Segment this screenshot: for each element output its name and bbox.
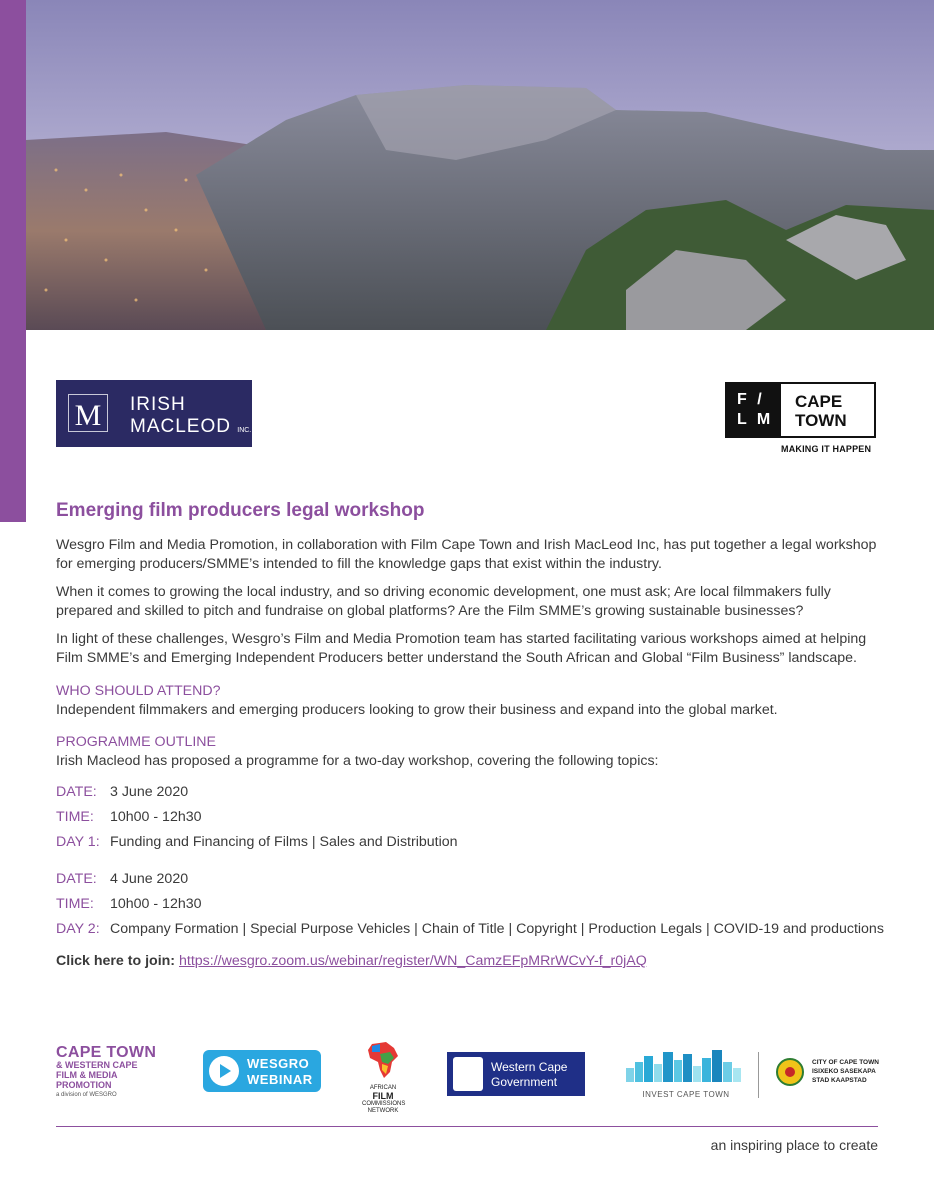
body-content (56, 536, 886, 971)
join-line (56, 952, 886, 971)
african-film-commissions-network-logo: AFRICAN FILM COMMISSIONS NETWORK (362, 1040, 404, 1115)
irish-macleod-monogram: M (68, 394, 108, 432)
side-accent-bar (0, 0, 26, 522)
join-link[interactable]: https://wesgro.zoom.us/webinar/register/WN_CamzEFpMRrWCvY-f_r0jAQ (179, 953, 647, 969)
cape-town-letters: CAPE TOWN (795, 392, 847, 430)
who-heading: WHO SHOULD ATTEND? (56, 683, 221, 699)
page-title: Emerging film producers legal workshop (56, 500, 425, 521)
irish-macleod-line2: MACLEOD INC. (130, 416, 252, 437)
hero-photo-table-mountain (26, 0, 934, 330)
programme-text: Irish Macleod has proposed a programme for a two-day workshop, covering the following topics: (56, 753, 659, 769)
city-seal-icon (776, 1058, 804, 1086)
who-text: Independent filmmakers and emerging producers looking to grow their business and expand into the global market. (56, 702, 778, 718)
intro-paragraph: Wesgro Film and Media Promotion, in collaboration with Film Cape Town and Irish MacLeod Inc, has put together a legal workshop for emerging producers/SMME’s intended to fill the knowledge gaps that exist within the industry. (56, 537, 877, 572)
day1-topics-row: DAY 1: Funding and Financing of Films | Sales and Distribution (56, 834, 458, 850)
partner-divider (758, 1052, 759, 1098)
africa-map-icon (366, 1040, 400, 1080)
day2-topics-row: DAY 2: Company Formation | Special Purpose Vehicles | Chain of Title | Copyright | Production Legals | COVID-19 and productions (56, 921, 884, 937)
footer-slogan: an inspiring place to create (710, 1137, 878, 1153)
crest-icon (453, 1057, 483, 1091)
footer-divider (56, 1126, 878, 1127)
day2-time-row: TIME: 10h00 - 12h30 (56, 896, 202, 912)
programme-heading: PROGRAMME OUTLINE (56, 734, 217, 750)
play-icon (209, 1056, 239, 1086)
question-paragraph: When it comes to growing the local industry, and so driving economic development, one must ask; Are local filmmakers fully prepared and skilled to pitch and fundraise on global platforms? Are the Film SMME’s growing sustainable businesses? (56, 584, 831, 619)
film-letters: F / L M (727, 384, 781, 436)
irish-macleod-logo (56, 380, 252, 447)
skyline-icon (626, 1050, 746, 1082)
day1-date-row: DATE: 3 June 2020 (56, 784, 189, 800)
invest-cape-town-logo: INVEST CAPE TOWN (626, 1050, 746, 1099)
irish-macleod-line1: IRISH (130, 394, 186, 415)
film-cape-town-logo (725, 382, 876, 438)
challenges-paragraph: In light of these challenges, Wesgro’s Film and Media Promotion team has started facilitating various workshops aimed at helping Film SMME’s and Emerging Independent Producers better understand the South African and Global “Film Business” landscape. (56, 631, 867, 666)
day2-date-row: DATE: 4 June 2020 (56, 871, 189, 887)
join-label: Click here to join: (56, 953, 176, 969)
film-cape-town-tagline: MAKING IT HAPPEN (781, 444, 872, 454)
day1-time-row: TIME: 10h00 - 12h30 (56, 809, 202, 825)
western-cape-government-logo: Western Cape Government (447, 1052, 585, 1096)
wesgro-webinar-logo: WESGRO WEBINAR (203, 1050, 321, 1092)
cape-town-film-promotion-logo: CAPE TOWN & WESTERN CAPE FILM & MEDIA PROMOTION a division of WESGRO (56, 1044, 157, 1098)
